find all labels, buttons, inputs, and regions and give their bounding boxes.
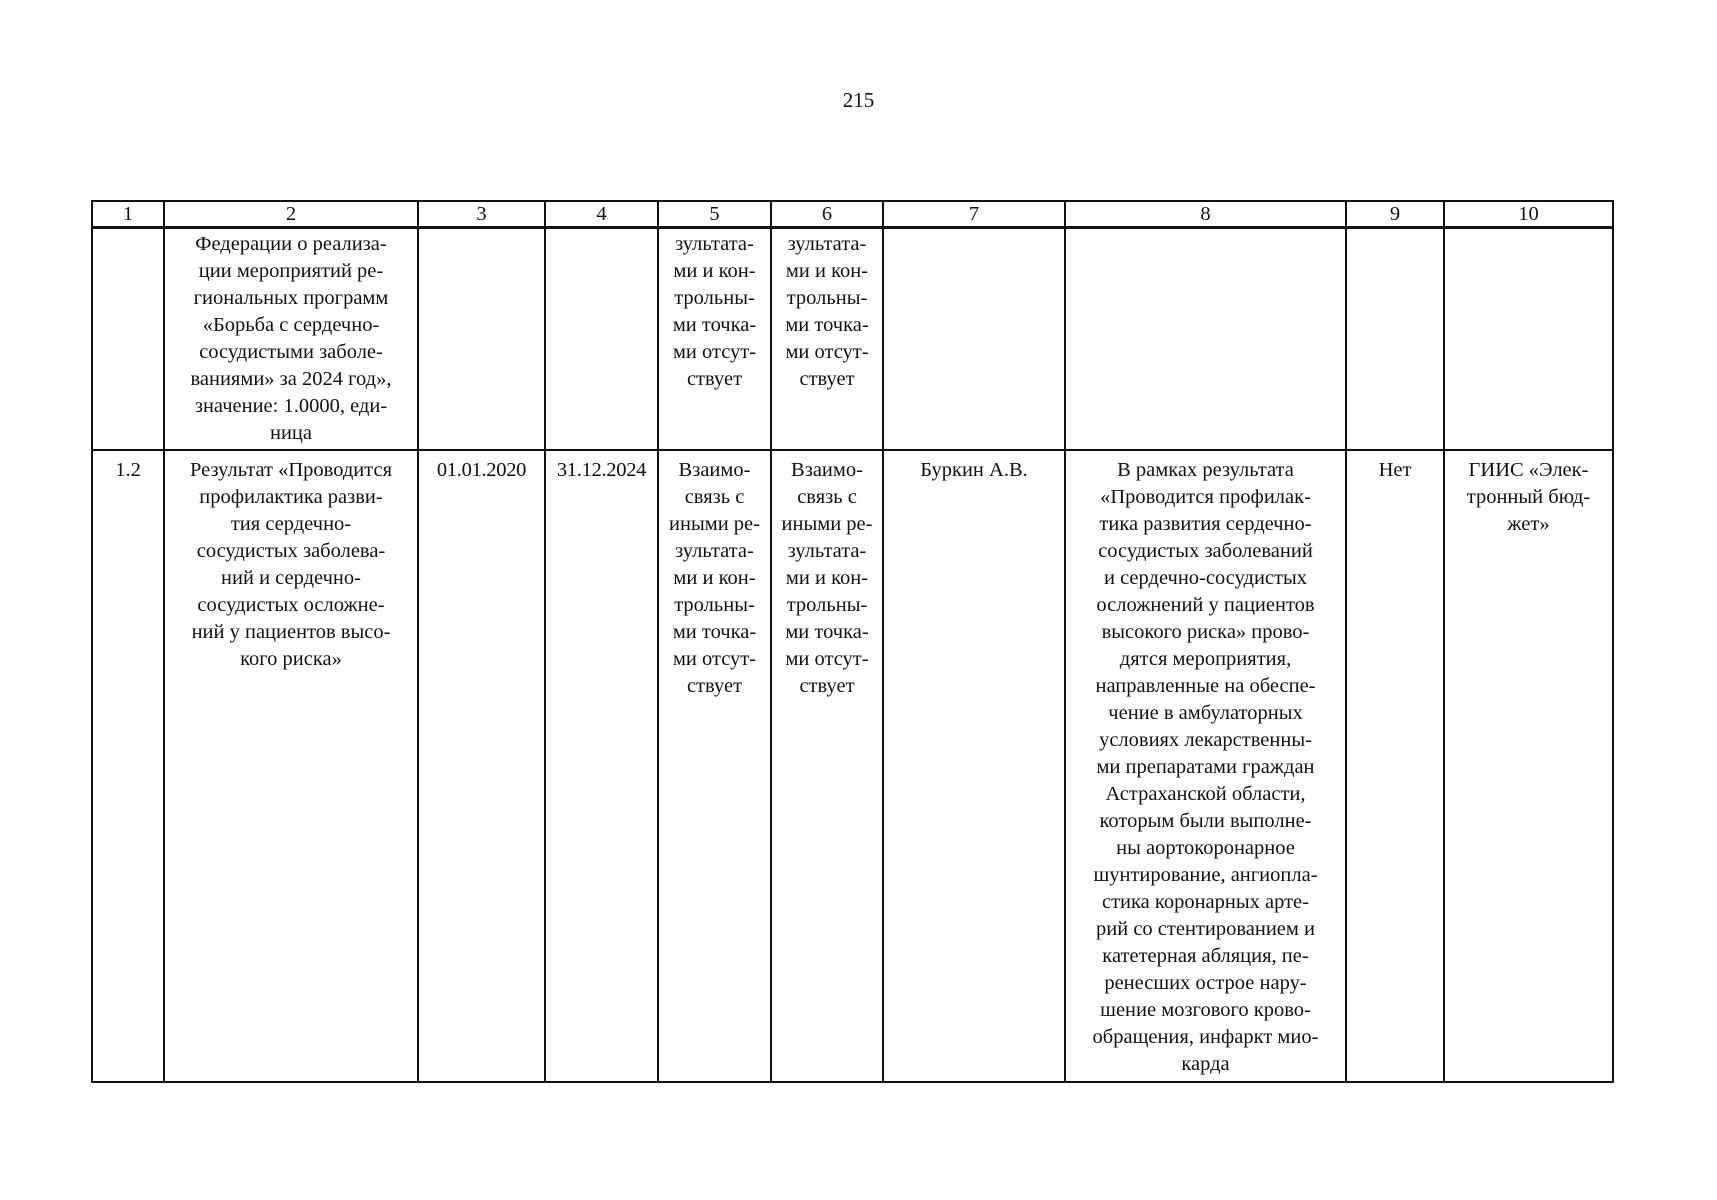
table-cell: Взаимо- связь с иными ре- зультата- ми и кон- трольны- ми точка- ми отсут- ствует <box>658 450 771 1082</box>
table-cell: 31.12.2024 <box>545 450 658 1082</box>
table-header-row <box>92 201 1613 228</box>
column-header: 6 <box>771 201 883 228</box>
table-cell <box>545 228 658 451</box>
column-header: 8 <box>1065 201 1346 228</box>
table-cell <box>92 228 164 451</box>
column-header: 1 <box>92 201 164 228</box>
page-number: 215 <box>842 88 875 112</box>
table-cell <box>418 228 545 451</box>
table-cell: В рамках результата «Проводится профилак- тика развития сердечно- сосудистых заболеваний и сердечно-сосудистых осложнений у пациентов высокого риска» прово- дятся мероприятия, направленные на обеспе- чение в амбулаторных условиях лекарственны- ми препаратами граждан Астраханской области, которым были выполне- ны аортокоронарное шунтирование, ангиопла- стика коронарных арте- рий со стентированием и катетерная абляция, пе- ренесших острое нару- шение мозгового крово- обращения, инфаркт мио- карда <box>1065 450 1346 1082</box>
column-header: 3 <box>418 201 545 228</box>
table-cell <box>1346 228 1444 451</box>
column-header: 9 <box>1346 201 1444 228</box>
table-cell: 01.01.2020 <box>418 450 545 1082</box>
table-cell: зультата- ми и кон- трольны- ми точка- ми отсут- ствует <box>658 228 771 451</box>
column-header: 2 <box>164 201 418 228</box>
table-row <box>92 450 1613 1082</box>
table-cell: Результат «Проводится профилактика разви- тия сердечно- сосудистых заболева- ний и сердечно- сосудистых осложне- ний у пациентов высо- кого риска» <box>164 450 418 1082</box>
table-cell: Буркин А.В. <box>883 450 1065 1082</box>
table-cell: Нет <box>1346 450 1444 1082</box>
column-header: 7 <box>883 201 1065 228</box>
table-cell: зультата- ми и кон- трольны- ми точка- ми отсут- ствует <box>771 228 883 451</box>
table-cell <box>1444 228 1613 451</box>
column-header: 4 <box>545 201 658 228</box>
table-cell: Федерации о реализа- ции мероприятий ре- гиональных программ «Борьба с сердечно- сосудистыми заболе- ваниями» за 2024 год», значение: 1.0000, еди- ница <box>164 228 418 451</box>
column-header: 10 <box>1444 201 1613 228</box>
table-cell <box>1065 228 1346 451</box>
document-table <box>91 200 1614 1083</box>
table-cell: 1.2 <box>92 450 164 1082</box>
table-row <box>92 228 1613 451</box>
table-cell: ГИИС «Элек- тронный бюд- жет» <box>1444 450 1613 1082</box>
column-header: 5 <box>658 201 771 228</box>
table-cell: Взаимо- связь с иными ре- зультата- ми и кон- трольны- ми точка- ми отсут- ствует <box>771 450 883 1082</box>
table-cell <box>883 228 1065 451</box>
